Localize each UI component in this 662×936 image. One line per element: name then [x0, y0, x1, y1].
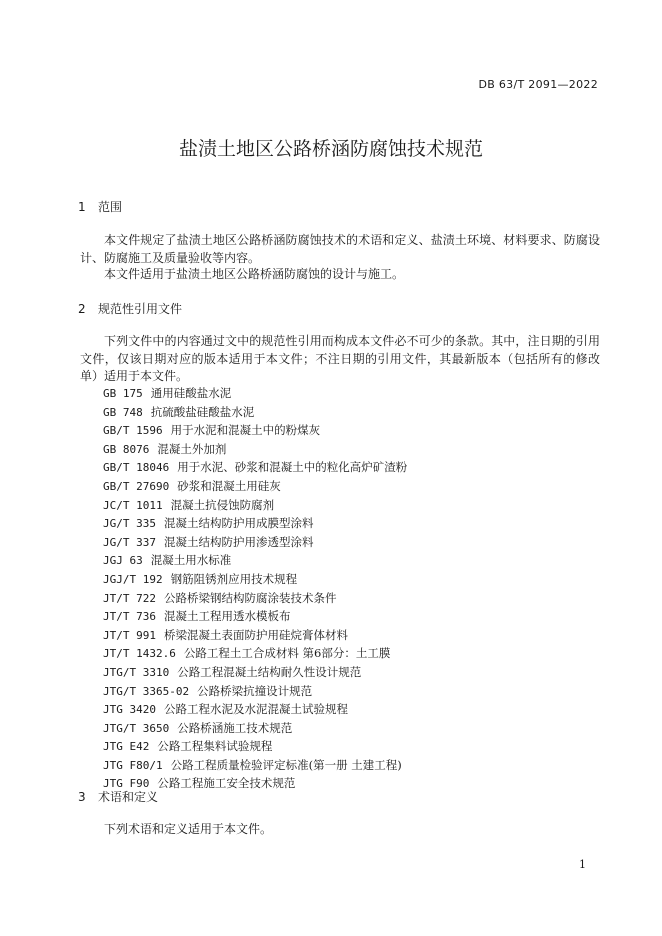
reference-item: [103, 384, 407, 403]
reference-name: 公路工程水泥及水泥混凝土试验规程: [163, 702, 348, 717]
reference-item: [103, 644, 407, 663]
reference-item: [103, 663, 407, 682]
reference-code: JGJ/T 192: [103, 572, 163, 586]
section-1-heading: [78, 198, 122, 215]
reference-code: JC/T 1011: [103, 498, 163, 512]
reference-item: [103, 458, 407, 477]
reference-item: [103, 533, 407, 552]
reference-name: 混凝土外加剂: [157, 441, 227, 456]
section-title: 术语和定义: [98, 790, 159, 804]
reference-name: 抗硫酸盐硅酸盐水泥: [150, 404, 255, 419]
reference-name: 用于水泥和混凝土中的粉煤灰: [170, 423, 321, 438]
reference-item: [103, 477, 407, 496]
reference-name: 砂浆和混凝土用硅灰: [177, 478, 281, 493]
reference-name: 公路桥涵施工技术规范: [177, 720, 293, 735]
reference-code: GB 8076: [103, 442, 150, 456]
reference-code: JTG E42: [103, 740, 150, 754]
reference-name: 公路工程施工安全技术规范: [157, 776, 296, 791]
reference-code: JT/T 736: [103, 610, 156, 624]
reference-list: [103, 384, 407, 793]
section-title: 规范性引用文件: [98, 302, 183, 316]
reference-item: [103, 551, 407, 570]
reference-item: [103, 589, 407, 608]
section-number: 2: [78, 302, 86, 316]
reference-code: JT/T 722: [103, 591, 156, 605]
reference-name: 公路工程质量检验评定标准(第一册 土建工程): [170, 757, 402, 772]
reference-name: 公路工程集料试验规程: [157, 739, 273, 754]
reference-item: [103, 440, 407, 459]
reference-name: 通用硅酸盐水泥: [150, 386, 232, 400]
section-1-paragraph-1: 本文件规定了盐渍土地区公路桥涵防腐蚀技术的术语和定义、盐渍土环境、材料要求、防腐设计、防腐施工及质量验收等内容。: [80, 233, 600, 265]
reference-code: GB 175: [103, 387, 143, 400]
reference-code: JTG F80/1: [103, 758, 163, 772]
reference-name: 钢筋阻锈剂应用技术规程: [170, 571, 298, 586]
section-3-paragraph-1: 下列术语和定义适用于本文件。: [104, 822, 273, 836]
reference-name: 公路桥梁钢结构防腐涂装技术条件: [163, 590, 337, 605]
reference-item: [103, 421, 407, 440]
reference-name: 混凝土结构防护用渗透型涂料: [163, 534, 314, 549]
section-2-paragraph-1: 下列文件中的内容通过文中的规范性引用而构成本文件必不可少的条款。其中，注日期的引用文件，仅该日期对应的版本适用于本文件；不注日期的引用文件，其最新版本（包括所有的修改单）适用于本文件。: [80, 334, 600, 383]
section-number: 3: [78, 790, 86, 804]
section-2-heading: [78, 300, 182, 317]
reference-code: JTG 3420: [103, 703, 156, 717]
reference-item: [103, 570, 407, 589]
reference-name: 混凝土抗侵蚀防腐剂: [170, 497, 275, 512]
reference-item: [103, 514, 407, 533]
page-number: 1: [579, 858, 586, 871]
reference-code: JTG/T 3650: [103, 721, 170, 735]
reference-name: 公路桥梁抗撞设计规范: [197, 683, 313, 698]
reference-code: JT/T 1432.6: [103, 647, 176, 661]
section-3-heading: [78, 788, 158, 805]
reference-code: GB/T 1596: [103, 424, 163, 438]
reference-item: [103, 700, 407, 719]
standard-code: DB 63/T 2091—2022: [478, 78, 598, 91]
reference-name: 混凝土工程用透水模板布: [163, 609, 291, 624]
section-title: 范围: [98, 200, 123, 214]
reference-code: GB/T 18046: [103, 461, 170, 475]
reference-code: JTG/T 3365-02: [103, 684, 190, 698]
reference-item: [103, 737, 407, 756]
reference-name: 公路工程土工合成材料 第6部分：土工膜: [183, 646, 391, 661]
reference-item: [103, 496, 407, 515]
reference-code: GB 748: [103, 405, 143, 419]
reference-item: [103, 719, 407, 738]
section-number: 1: [78, 200, 86, 214]
reference-code: JTG/T 3310: [103, 665, 170, 679]
reference-code: JTG F90: [103, 777, 150, 791]
reference-code: JGJ 63: [103, 554, 143, 568]
section-1-paragraph-2: 本文件适用于盐渍土地区公路桥涵防腐蚀的设计与施工。: [104, 267, 405, 281]
reference-code: GB/T 27690: [103, 479, 170, 493]
reference-name: 公路工程混凝土结构耐久性设计规范: [177, 664, 362, 679]
reference-item: [103, 607, 407, 626]
document-title: 盐渍土地区公路桥涵防腐蚀技术规范: [178, 138, 483, 160]
reference-item: [103, 403, 407, 422]
reference-name: 混凝土结构防护用成膜型涂料: [163, 516, 314, 531]
reference-name: 混凝土用水标准: [150, 553, 232, 568]
reference-code: JG/T 335: [103, 517, 156, 531]
reference-name: 用于水泥、砂浆和混凝土中的粒化高炉矿渣粉: [177, 460, 408, 475]
reference-item: [103, 682, 407, 701]
reference-code: JT/T 991: [103, 628, 156, 642]
reference-code: JG/T 337: [103, 535, 156, 549]
reference-item: [103, 626, 407, 645]
reference-item: [103, 756, 407, 775]
reference-name: 桥梁混凝土表面防护用硅烷膏体材料: [163, 627, 348, 642]
